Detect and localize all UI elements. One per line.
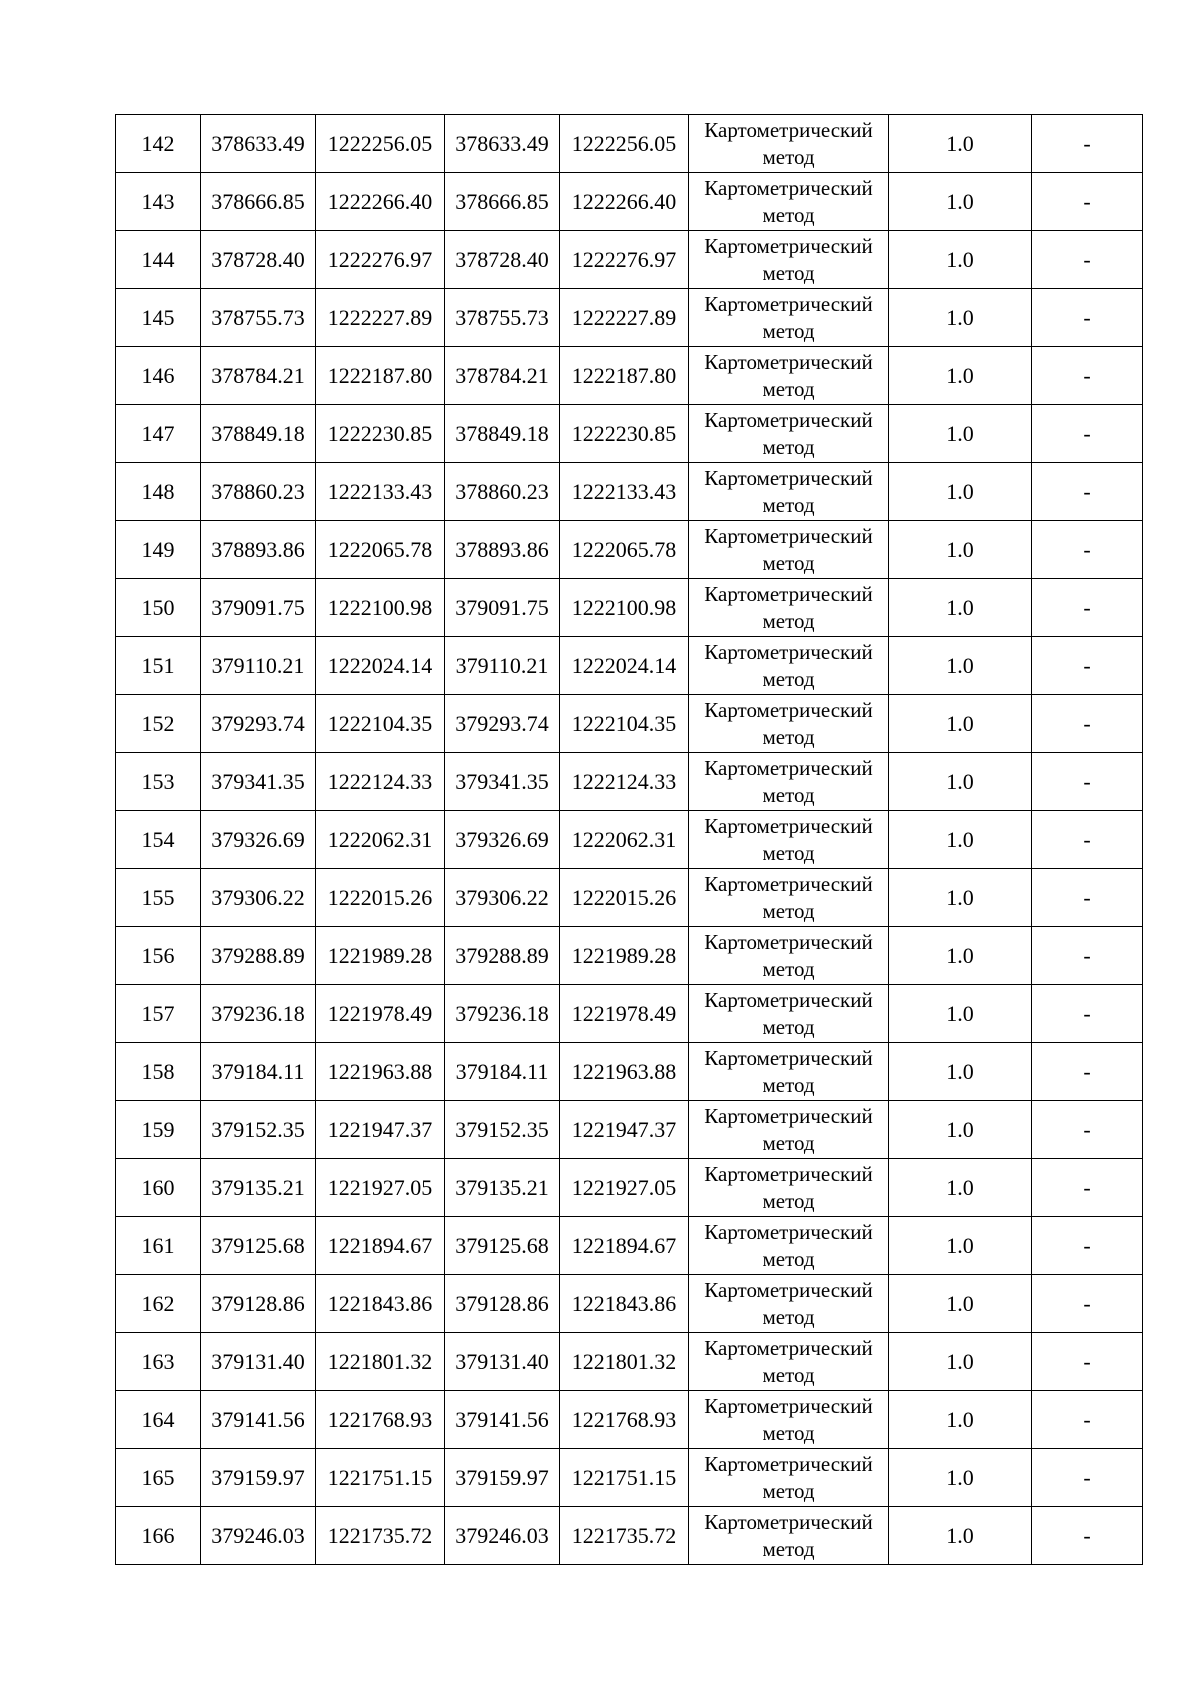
y-coord-cell: 1221751.15 (316, 1449, 445, 1507)
y-coord-cell: 1222230.85 (316, 405, 445, 463)
accuracy-cell: 1.0 (889, 347, 1032, 405)
point-number-cell: 154 (116, 811, 201, 869)
coordinates-table (115, 114, 1143, 1565)
description-cell: - (1032, 695, 1143, 753)
y-coord-new-cell: 1222024.14 (560, 637, 689, 695)
method-label-line1: Картометрический (704, 639, 873, 664)
y-coord-cell: 1222015.26 (316, 869, 445, 927)
point-number-cell: 149 (116, 521, 201, 579)
accuracy-cell: 1.0 (889, 1101, 1032, 1159)
y-coord-new-cell: 1221768.93 (560, 1391, 689, 1449)
x-coord-new-cell: 378784.21 (445, 347, 560, 405)
y-coord-new-cell: 1222062.31 (560, 811, 689, 869)
table-row (116, 695, 1143, 753)
accuracy-cell: 1.0 (889, 753, 1032, 811)
method-cell (689, 985, 889, 1043)
method-label-line1: Картометрический (704, 1509, 873, 1534)
method-cell (689, 1217, 889, 1275)
accuracy-cell: 1.0 (889, 1507, 1032, 1565)
method-label-line2: метод (762, 1014, 815, 1039)
point-number-cell: 160 (116, 1159, 201, 1217)
x-coord-cell: 378784.21 (201, 347, 316, 405)
x-coord-cell: 378893.86 (201, 521, 316, 579)
table-row (116, 521, 1143, 579)
y-coord-cell: 1221947.37 (316, 1101, 445, 1159)
method-label-line2: метод (762, 260, 815, 285)
table-row (116, 405, 1143, 463)
method-label-line1: Картометрический (704, 1103, 873, 1128)
description-cell: - (1032, 405, 1143, 463)
method-label-line1: Картометрический (704, 117, 873, 142)
method-label-line2: метод (762, 840, 815, 865)
description-cell: - (1032, 985, 1143, 1043)
point-number-cell: 142 (116, 115, 201, 173)
method-cell (689, 231, 889, 289)
point-number-cell: 159 (116, 1101, 201, 1159)
x-coord-new-cell: 379306.22 (445, 869, 560, 927)
x-coord-cell: 379125.68 (201, 1217, 316, 1275)
y-coord-cell: 1222062.31 (316, 811, 445, 869)
point-number-cell: 164 (116, 1391, 201, 1449)
description-cell: - (1032, 521, 1143, 579)
method-label-line2: метод (762, 1130, 815, 1155)
x-coord-cell: 379236.18 (201, 985, 316, 1043)
method-label-line1: Картометрический (704, 1451, 873, 1476)
y-coord-cell: 1221735.72 (316, 1507, 445, 1565)
y-coord-cell: 1222276.97 (316, 231, 445, 289)
y-coord-new-cell: 1221751.15 (560, 1449, 689, 1507)
x-coord-cell: 379110.21 (201, 637, 316, 695)
description-cell: - (1032, 579, 1143, 637)
description-cell: - (1032, 1449, 1143, 1507)
method-cell (689, 1159, 889, 1217)
x-coord-new-cell: 378728.40 (445, 231, 560, 289)
y-coord-cell: 1221989.28 (316, 927, 445, 985)
x-coord-new-cell: 379125.68 (445, 1217, 560, 1275)
y-coord-new-cell: 1222065.78 (560, 521, 689, 579)
point-number-cell: 147 (116, 405, 201, 463)
description-cell: - (1032, 1159, 1143, 1217)
y-coord-new-cell: 1222124.33 (560, 753, 689, 811)
method-label-line1: Картометрический (704, 407, 873, 432)
table-row (116, 579, 1143, 637)
accuracy-cell: 1.0 (889, 1043, 1032, 1101)
y-coord-new-cell: 1221894.67 (560, 1217, 689, 1275)
accuracy-cell: 1.0 (889, 985, 1032, 1043)
x-coord-cell: 379288.89 (201, 927, 316, 985)
y-coord-cell: 1221963.88 (316, 1043, 445, 1101)
method-cell (689, 579, 889, 637)
x-coord-new-cell: 379326.69 (445, 811, 560, 869)
y-coord-cell: 1221978.49 (316, 985, 445, 1043)
method-label-line2: метод (762, 202, 815, 227)
description-cell: - (1032, 1507, 1143, 1565)
y-coord-new-cell: 1222276.97 (560, 231, 689, 289)
method-label-line2: метод (762, 666, 815, 691)
table-row (116, 1159, 1143, 1217)
table-row (116, 1333, 1143, 1391)
x-coord-new-cell: 379091.75 (445, 579, 560, 637)
method-cell (689, 1275, 889, 1333)
method-cell (689, 463, 889, 521)
y-coord-new-cell: 1222266.40 (560, 173, 689, 231)
y-coord-new-cell: 1222100.98 (560, 579, 689, 637)
method-label-line2: метод (762, 434, 815, 459)
method-label-line2: метод (762, 1420, 815, 1445)
table-row (116, 1043, 1143, 1101)
method-cell (689, 521, 889, 579)
x-coord-cell: 379131.40 (201, 1333, 316, 1391)
table-row (116, 289, 1143, 347)
point-number-cell: 146 (116, 347, 201, 405)
method-label-line2: метод (762, 956, 815, 981)
description-cell: - (1032, 927, 1143, 985)
x-coord-cell: 379326.69 (201, 811, 316, 869)
description-cell: - (1032, 1101, 1143, 1159)
y-coord-new-cell: 1222133.43 (560, 463, 689, 521)
method-label-line2: метод (762, 1188, 815, 1213)
accuracy-cell: 1.0 (889, 579, 1032, 637)
method-cell (689, 811, 889, 869)
description-cell: - (1032, 1391, 1143, 1449)
y-coord-cell: 1222266.40 (316, 173, 445, 231)
point-number-cell: 163 (116, 1333, 201, 1391)
x-coord-cell: 379184.11 (201, 1043, 316, 1101)
table-row (116, 1391, 1143, 1449)
description-cell: - (1032, 637, 1143, 695)
method-label-line2: метод (762, 898, 815, 923)
y-coord-new-cell: 1222230.85 (560, 405, 689, 463)
x-coord-cell: 379306.22 (201, 869, 316, 927)
accuracy-cell: 1.0 (889, 637, 1032, 695)
method-label-line1: Картометрический (704, 987, 873, 1012)
table-row (116, 1275, 1143, 1333)
accuracy-cell: 1.0 (889, 1391, 1032, 1449)
y-coord-new-cell: 1221947.37 (560, 1101, 689, 1159)
y-coord-cell: 1222065.78 (316, 521, 445, 579)
method-cell (689, 1101, 889, 1159)
method-label-line2: метод (762, 1536, 815, 1561)
y-coord-new-cell: 1221843.86 (560, 1275, 689, 1333)
x-coord-cell: 379141.56 (201, 1391, 316, 1449)
accuracy-cell: 1.0 (889, 1159, 1032, 1217)
method-label-line2: метод (762, 608, 815, 633)
y-coord-new-cell: 1221801.32 (560, 1333, 689, 1391)
method-label-line2: метод (762, 1362, 815, 1387)
method-label-line1: Картометрический (704, 871, 873, 896)
point-number-cell: 152 (116, 695, 201, 753)
point-number-cell: 143 (116, 173, 201, 231)
y-coord-cell: 1222104.35 (316, 695, 445, 753)
method-label-line1: Картометрический (704, 349, 873, 374)
x-coord-new-cell: 378893.86 (445, 521, 560, 579)
point-number-cell: 165 (116, 1449, 201, 1507)
y-coord-cell: 1222100.98 (316, 579, 445, 637)
method-label-line2: метод (762, 550, 815, 575)
point-number-cell: 148 (116, 463, 201, 521)
x-coord-cell: 379091.75 (201, 579, 316, 637)
table-row (116, 985, 1143, 1043)
method-label-line2: метод (762, 1304, 815, 1329)
method-label-line1: Картометрический (704, 233, 873, 258)
table-row (116, 1449, 1143, 1507)
table-row (116, 637, 1143, 695)
y-coord-cell: 1222227.89 (316, 289, 445, 347)
table-row (116, 1101, 1143, 1159)
method-cell (689, 1391, 889, 1449)
method-label-line2: метод (762, 1072, 815, 1097)
x-coord-new-cell: 378633.49 (445, 115, 560, 173)
method-label-line1: Картометрический (704, 1393, 873, 1418)
description-cell: - (1032, 115, 1143, 173)
accuracy-cell: 1.0 (889, 927, 1032, 985)
method-label-line1: Картометрический (704, 581, 873, 606)
method-cell (689, 347, 889, 405)
method-label-line2: метод (762, 724, 815, 749)
method-label-line1: Картометрический (704, 1335, 873, 1360)
accuracy-cell: 1.0 (889, 869, 1032, 927)
y-coord-new-cell: 1221735.72 (560, 1507, 689, 1565)
description-cell: - (1032, 1043, 1143, 1101)
x-coord-cell: 378755.73 (201, 289, 316, 347)
x-coord-cell: 379293.74 (201, 695, 316, 753)
method-cell (689, 405, 889, 463)
method-label-line1: Картометрический (704, 929, 873, 954)
x-coord-cell: 378849.18 (201, 405, 316, 463)
description-cell: - (1032, 173, 1143, 231)
table-row (116, 173, 1143, 231)
x-coord-cell: 379135.21 (201, 1159, 316, 1217)
point-number-cell: 151 (116, 637, 201, 695)
x-coord-new-cell: 379135.21 (445, 1159, 560, 1217)
x-coord-new-cell: 379293.74 (445, 695, 560, 753)
x-coord-new-cell: 379288.89 (445, 927, 560, 985)
table-row (116, 927, 1143, 985)
point-number-cell: 150 (116, 579, 201, 637)
method-label-line1: Картометрический (704, 175, 873, 200)
accuracy-cell: 1.0 (889, 811, 1032, 869)
method-cell (689, 173, 889, 231)
method-label-line1: Картометрический (704, 291, 873, 316)
method-label-line1: Картометрический (704, 1277, 873, 1302)
point-number-cell: 153 (116, 753, 201, 811)
table-row (116, 347, 1143, 405)
method-cell (689, 1507, 889, 1565)
x-coord-new-cell: 379131.40 (445, 1333, 560, 1391)
x-coord-cell: 378860.23 (201, 463, 316, 521)
accuracy-cell: 1.0 (889, 115, 1032, 173)
y-coord-new-cell: 1222015.26 (560, 869, 689, 927)
description-cell: - (1032, 463, 1143, 521)
point-number-cell: 162 (116, 1275, 201, 1333)
method-cell (689, 1043, 889, 1101)
y-coord-new-cell: 1222104.35 (560, 695, 689, 753)
x-coord-cell: 379152.35 (201, 1101, 316, 1159)
point-number-cell: 145 (116, 289, 201, 347)
description-cell: - (1032, 869, 1143, 927)
method-label-line2: метод (762, 318, 815, 343)
method-label-line1: Картометрический (704, 1219, 873, 1244)
table-row (116, 115, 1143, 173)
x-coord-new-cell: 379128.86 (445, 1275, 560, 1333)
table-row (116, 869, 1143, 927)
point-number-cell: 156 (116, 927, 201, 985)
y-coord-new-cell: 1221927.05 (560, 1159, 689, 1217)
method-label-line1: Картометрический (704, 697, 873, 722)
table-row (116, 1507, 1143, 1565)
point-number-cell: 161 (116, 1217, 201, 1275)
method-label-line2: метод (762, 1246, 815, 1271)
x-coord-new-cell: 378666.85 (445, 173, 560, 231)
y-coord-new-cell: 1222187.80 (560, 347, 689, 405)
y-coord-cell: 1222124.33 (316, 753, 445, 811)
method-label-line1: Картометрический (704, 1161, 873, 1186)
method-cell (689, 637, 889, 695)
y-coord-new-cell: 1221989.28 (560, 927, 689, 985)
description-cell: - (1032, 347, 1143, 405)
description-cell: - (1032, 811, 1143, 869)
method-label-line1: Картометрический (704, 1045, 873, 1070)
y-coord-new-cell: 1221978.49 (560, 985, 689, 1043)
accuracy-cell: 1.0 (889, 463, 1032, 521)
y-coord-new-cell: 1221963.88 (560, 1043, 689, 1101)
method-label-line2: метод (762, 144, 815, 169)
method-label-line1: Картометрический (704, 813, 873, 838)
x-coord-cell: 379246.03 (201, 1507, 316, 1565)
table-body (116, 115, 1143, 1565)
y-coord-new-cell: 1222227.89 (560, 289, 689, 347)
accuracy-cell: 1.0 (889, 289, 1032, 347)
x-coord-new-cell: 379141.56 (445, 1391, 560, 1449)
description-cell: - (1032, 1275, 1143, 1333)
method-label-line2: метод (762, 1478, 815, 1503)
y-coord-new-cell: 1222256.05 (560, 115, 689, 173)
x-coord-new-cell: 379341.35 (445, 753, 560, 811)
y-coord-cell: 1221843.86 (316, 1275, 445, 1333)
accuracy-cell: 1.0 (889, 1449, 1032, 1507)
method-label-line2: метод (762, 376, 815, 401)
method-cell (689, 695, 889, 753)
y-coord-cell: 1222024.14 (316, 637, 445, 695)
accuracy-cell: 1.0 (889, 1275, 1032, 1333)
x-coord-new-cell: 379184.11 (445, 1043, 560, 1101)
x-coord-cell: 378666.85 (201, 173, 316, 231)
x-coord-new-cell: 378755.73 (445, 289, 560, 347)
x-coord-cell: 379159.97 (201, 1449, 316, 1507)
method-label-line2: метод (762, 782, 815, 807)
x-coord-new-cell: 379246.03 (445, 1507, 560, 1565)
description-cell: - (1032, 231, 1143, 289)
table-row (116, 811, 1143, 869)
y-coord-cell: 1221894.67 (316, 1217, 445, 1275)
x-coord-new-cell: 379159.97 (445, 1449, 560, 1507)
method-label-line1: Картометрический (704, 755, 873, 780)
description-cell: - (1032, 753, 1143, 811)
accuracy-cell: 1.0 (889, 231, 1032, 289)
accuracy-cell: 1.0 (889, 695, 1032, 753)
method-cell (689, 869, 889, 927)
x-coord-cell: 379341.35 (201, 753, 316, 811)
accuracy-cell: 1.0 (889, 173, 1032, 231)
point-number-cell: 155 (116, 869, 201, 927)
accuracy-cell: 1.0 (889, 405, 1032, 463)
description-cell: - (1032, 289, 1143, 347)
point-number-cell: 166 (116, 1507, 201, 1565)
accuracy-cell: 1.0 (889, 1333, 1032, 1391)
point-number-cell: 144 (116, 231, 201, 289)
point-number-cell: 157 (116, 985, 201, 1043)
table-row (116, 231, 1143, 289)
method-cell (689, 1333, 889, 1391)
accuracy-cell: 1.0 (889, 521, 1032, 579)
description-cell: - (1032, 1333, 1143, 1391)
x-coord-new-cell: 379236.18 (445, 985, 560, 1043)
y-coord-cell: 1222256.05 (316, 115, 445, 173)
x-coord-cell: 378728.40 (201, 231, 316, 289)
method-cell (689, 115, 889, 173)
point-number-cell: 158 (116, 1043, 201, 1101)
method-cell (689, 927, 889, 985)
x-coord-new-cell: 379110.21 (445, 637, 560, 695)
y-coord-cell: 1221801.32 (316, 1333, 445, 1391)
x-coord-cell: 379128.86 (201, 1275, 316, 1333)
method-cell (689, 289, 889, 347)
table-row (116, 753, 1143, 811)
method-label-line2: метод (762, 492, 815, 517)
table-row (116, 1217, 1143, 1275)
x-coord-new-cell: 378849.18 (445, 405, 560, 463)
table-row (116, 463, 1143, 521)
y-coord-cell: 1222133.43 (316, 463, 445, 521)
method-cell (689, 1449, 889, 1507)
y-coord-cell: 1221927.05 (316, 1159, 445, 1217)
description-cell: - (1032, 1217, 1143, 1275)
accuracy-cell: 1.0 (889, 1217, 1032, 1275)
x-coord-new-cell: 378860.23 (445, 463, 560, 521)
x-coord-new-cell: 379152.35 (445, 1101, 560, 1159)
x-coord-cell: 378633.49 (201, 115, 316, 173)
method-label-line1: Картометрический (704, 523, 873, 548)
y-coord-cell: 1221768.93 (316, 1391, 445, 1449)
method-label-line1: Картометрический (704, 465, 873, 490)
method-cell (689, 753, 889, 811)
y-coord-cell: 1222187.80 (316, 347, 445, 405)
